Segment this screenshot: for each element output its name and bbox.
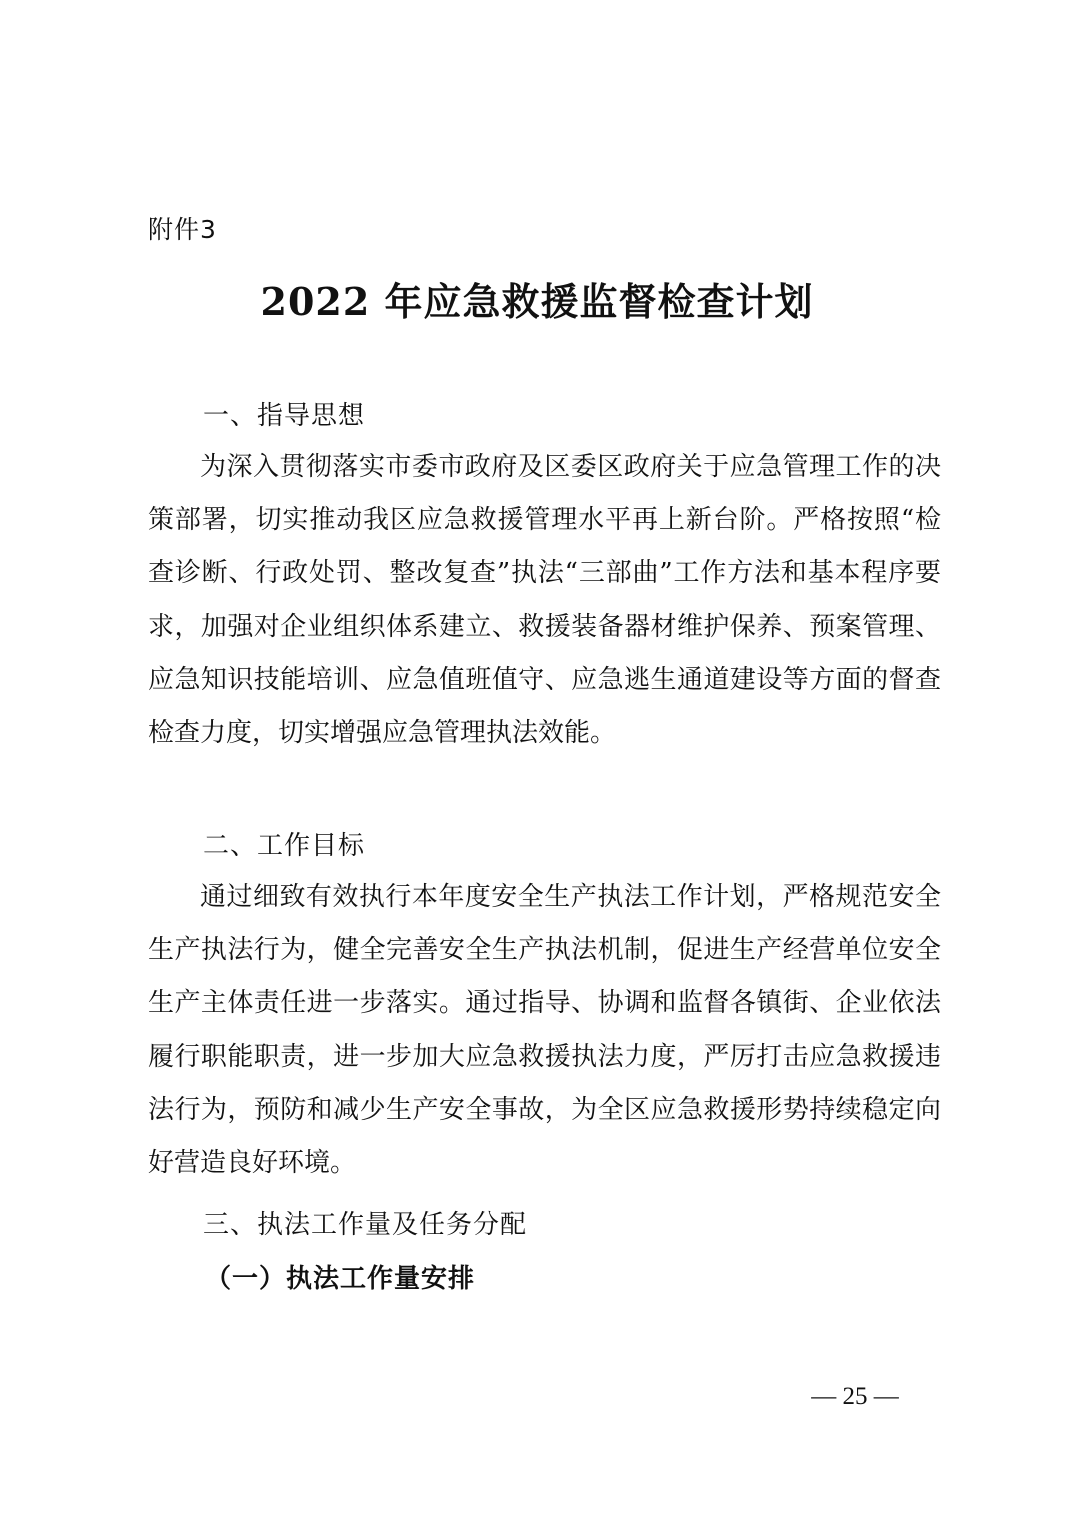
document-title: 2022 年应急救援监督检查计划 <box>260 279 814 324</box>
page-number: — 25 — <box>811 1383 899 1410</box>
section-heading-guiding-ideology: 一、指导思想 <box>203 401 366 431</box>
section-paragraph-guiding-ideology: 为深入贯彻落实市委市政府及区委区政府关于应急管理工作的决策部署，切实推动我区应急救援管理水平再上新台阶。严格按照“检查诊断、行政处罚、整改复查”执法“三部曲”工作方法和基本程序要求，加强对企业组织体系建立、救援装备器材维护保养、预案管理、应急知识技能培训、应急值班值守、应急逃生通道建设等方面的督查检查力度，切实增强应急管理执法效能。 <box>148 452 941 749</box>
attachment-label: 附件3 <box>148 215 217 244</box>
section-heading-workload: 三、执法工作量及任务分配 <box>203 1210 528 1240</box>
section-heading-work-goals: 二、工作目标 <box>203 831 366 861</box>
section-paragraph-work-goals: 通过细致有效执行本年度安全生产执法工作计划，严格规范安全生产执法行为，健全完善安全生产执法机制，促进生产经营单位安全生产主体责任进一步落实。通过指导、协调和监督各镇街、企业依法履行职能职责，进一步加大应急救援执法力度，严厉打击应急救援违法行为，预防和减少生产安全事故，为全区应急救援形势持续稳定向好营造良好环境。 <box>148 882 941 1179</box>
subsection-heading-workload-arrangement: （一）执法工作量安排 <box>205 1264 476 1294</box>
